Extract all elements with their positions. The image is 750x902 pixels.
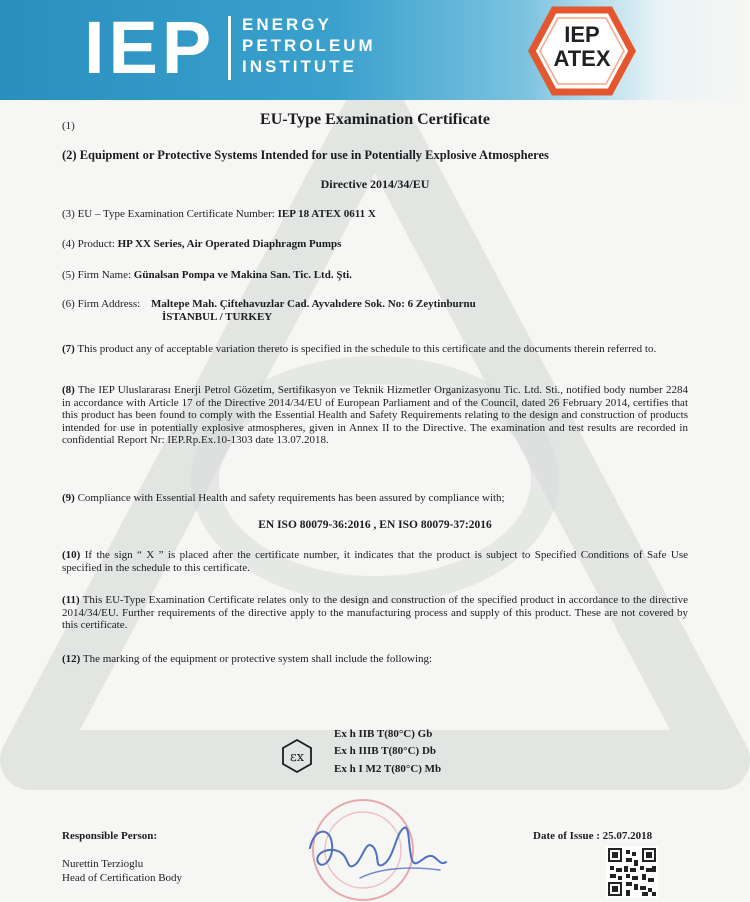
iep-logo: IEP (84, 6, 216, 89)
item-6 (62, 298, 476, 311)
item-12 (62, 653, 688, 666)
item-11 (62, 594, 688, 632)
item-9 (62, 492, 688, 505)
item-3-label: (3) EU – Type Examination Certificate Number: (62, 208, 275, 220)
certificate-title: EU-Type Examination Certificate (260, 111, 490, 128)
directive: Directive 2014/34/EU (320, 177, 430, 191)
institute-line-2: PETROLEUM (242, 36, 376, 55)
marking-line-1: Ex h IIB T(80°C) Gb (334, 728, 433, 740)
badge-line-2: ATEX (553, 46, 611, 71)
responsible-person-title: Head of Certification Body (62, 872, 183, 884)
item-10-number: (10) (62, 549, 81, 561)
responsible-person-name: Nurettin Terzioglu (62, 858, 144, 870)
item-5-label: (5) Firm Name: (62, 269, 132, 281)
item-2-subtitle: (2) Equipment or Protective Systems Intended for use in Potentially Explosive Atmospheres (62, 148, 549, 162)
ex-hexagon-icon (279, 738, 315, 774)
firm-address-line-1: Maltepe Mah. Çiftehavuzlar Cad. Ayvalıdere Sok. No: 6 Zeytinburnu (150, 298, 476, 310)
item-8-text: The IEP Uluslararası Enerji Petrol Gözetim, Sertifikasyon ve Teknik Hizmetler Organizasyonu Tic. Ltd. Sti., notified body number 2284 in accordance with Article 17 of the Directive 2014/34/EU of European Parliament and of the Council, dated 26 February 2014, certifies that this product has been found to comply with the Essential Health and Safety Requirements relating to the design and construction of products intended for use in potentially explosive atmospheres, given in Annex II to the Directive. The examination and test results are recorded in confidential Report Nr: IEP.Rp.Ex.10-1303 date 13.07.2018. (62, 384, 688, 447)
institute-name (242, 14, 376, 77)
item-8-number: (8) (62, 384, 75, 396)
marking-line-2: Ex h IIIB T(80°C) Db (334, 745, 437, 757)
item-10 (62, 549, 688, 574)
product-name: HP XX Series, Air Operated Diaphragm Pumps (117, 238, 342, 250)
marking-line-3: Ex h I M2 T(80°C) Mb (334, 763, 442, 775)
item-6-label: (6) Firm Address: (62, 298, 141, 310)
item-4 (62, 238, 341, 251)
qr-code-icon (606, 846, 658, 898)
item-11-text: This EU-Type Examination Certificate relates only to the design and construction of the specified product in accordance to the directive 2014/34/EU. Further requirements of the directive apply to the manufacturing process and supply of this product. These are not covered by this certificate. (62, 594, 688, 632)
institute-line-1: ENERGY (242, 15, 332, 34)
item-9-text: Compliance with Essential Health and safety requirements has been assured by compliance with; (77, 492, 505, 504)
signature-icon (300, 808, 450, 888)
item-5 (62, 269, 352, 282)
date-of-issue: Date of Issue : 25.07.2018 (533, 830, 653, 842)
item-7-number: (7) (62, 343, 75, 355)
item-7 (62, 343, 688, 356)
item-12-text: The marking of the equipment or protective system shall include the following: (82, 653, 433, 665)
responsible-person-label: Responsible Person: (62, 830, 158, 842)
item-3 (62, 208, 376, 221)
certificate-number: IEP 18 ATEX 0611 X (277, 208, 376, 220)
standards: EN ISO 80079-36:2016 , EN ISO 80079-37:2016 (258, 519, 492, 531)
firm-address-line-2: İSTANBUL / TURKEY (162, 311, 273, 323)
ex-symbol-text: εx (289, 750, 305, 765)
badge-line-1: IEP (564, 22, 600, 47)
firm-name: Günalsan Pompa ve Makina San. Tic. Ltd. Şti. (133, 269, 352, 281)
item-8 (62, 384, 688, 447)
logo-divider (228, 16, 231, 80)
item-11-number: (11) (62, 594, 80, 606)
item-10-text: If the sign “ X ” is placed after the certificate number, it indicates that the product is subject to Specified Conditions of Safe Use specified in the schedule to this certificate. (62, 549, 689, 574)
institute-line-3: INSTITUTE (242, 57, 357, 76)
item-7-text: This product any of acceptable variation thereto is specified in the schedule to this certificate and the documents therein referred to. (77, 343, 657, 355)
item-9-number: (9) (62, 492, 75, 504)
item-12-number: (12) (62, 653, 81, 665)
item-4-label: (4) Product: (62, 238, 115, 250)
item-1-label: (1) (62, 120, 75, 132)
